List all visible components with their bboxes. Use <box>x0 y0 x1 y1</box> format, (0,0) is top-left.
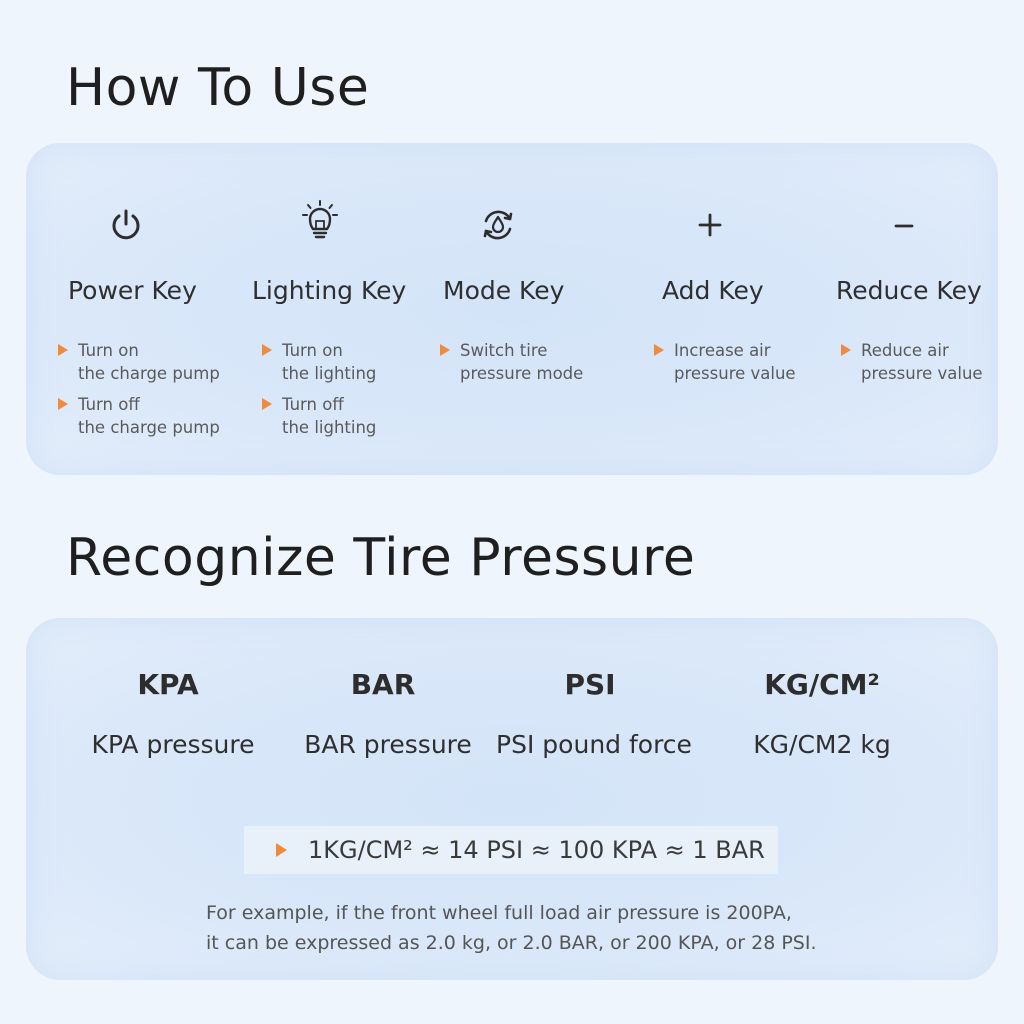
unit-desc: BAR pressure <box>304 730 472 759</box>
arrow-right-icon <box>654 344 664 356</box>
keys-panel <box>26 143 998 475</box>
conversion-formula: 1KG/CM² ≈ 14 PSI ≈ 100 KPA ≈ 1 BAR <box>308 836 765 864</box>
arrow-right-icon <box>58 344 68 356</box>
key-bullet: Turn on the charge pump <box>56 339 248 385</box>
key-bullet-list <box>56 339 248 447</box>
key-bullet: Turn off the lighting <box>260 393 452 439</box>
key-bullet: Increase air pressure value <box>652 339 844 385</box>
pressure-panel <box>26 618 998 980</box>
example-line: For example, if the front wheel full load air pressure is 200PA, <box>206 902 792 924</box>
key-title: Reduce Key <box>836 276 982 305</box>
unit-name: BAR <box>350 668 416 701</box>
lightbulb-icon <box>300 201 340 241</box>
key-add <box>652 143 832 475</box>
arrow-right-icon <box>841 344 851 356</box>
unit-name: KPA <box>137 668 199 701</box>
unit-desc: KPA pressure <box>91 730 255 759</box>
key-reduce <box>836 143 996 475</box>
arrow-right-icon <box>262 344 272 356</box>
key-bullet-list <box>652 339 844 393</box>
key-title: Mode Key <box>443 276 565 305</box>
plus-icon <box>690 205 730 245</box>
mode-cycle-icon <box>478 205 518 245</box>
key-bullet: Reduce air pressure value <box>839 339 1011 385</box>
minus-icon <box>884 205 924 245</box>
example-text <box>206 898 817 958</box>
unit-name: KG/CM² <box>764 668 880 701</box>
key-bullet-list <box>260 339 452 447</box>
key-power <box>56 143 266 475</box>
arrow-right-icon <box>58 398 68 410</box>
key-title: Add Key <box>662 276 764 305</box>
arrow-right-icon <box>262 398 272 410</box>
key-bullet-list <box>438 339 630 393</box>
unit-desc: KG/CM2 kg <box>753 730 891 759</box>
key-lighting <box>246 143 446 475</box>
key-mode <box>438 143 638 475</box>
key-title: Power Key <box>68 276 197 305</box>
arrow-right-icon <box>440 344 450 356</box>
key-bullet-list <box>839 339 1011 393</box>
key-title: Lighting Key <box>252 276 407 305</box>
key-bullet: Switch tire pressure mode <box>438 339 630 385</box>
key-bullet: Turn on the lighting <box>260 339 452 385</box>
unit-name: PSI <box>564 668 616 701</box>
power-icon <box>106 205 146 245</box>
example-line: it can be expressed as 2.0 kg, or 2.0 BAR, or 200 KPA, or 28 PSI. <box>206 932 817 954</box>
how-to-use-title: How To Use <box>66 58 370 118</box>
arrow-right-icon <box>276 843 287 857</box>
unit-desc: PSI pound force <box>496 730 692 759</box>
key-bullet: Turn off the charge pump <box>56 393 248 439</box>
recognize-title: Recognize Tire Pressure <box>66 528 696 588</box>
conversion-formula-box <box>244 826 778 874</box>
